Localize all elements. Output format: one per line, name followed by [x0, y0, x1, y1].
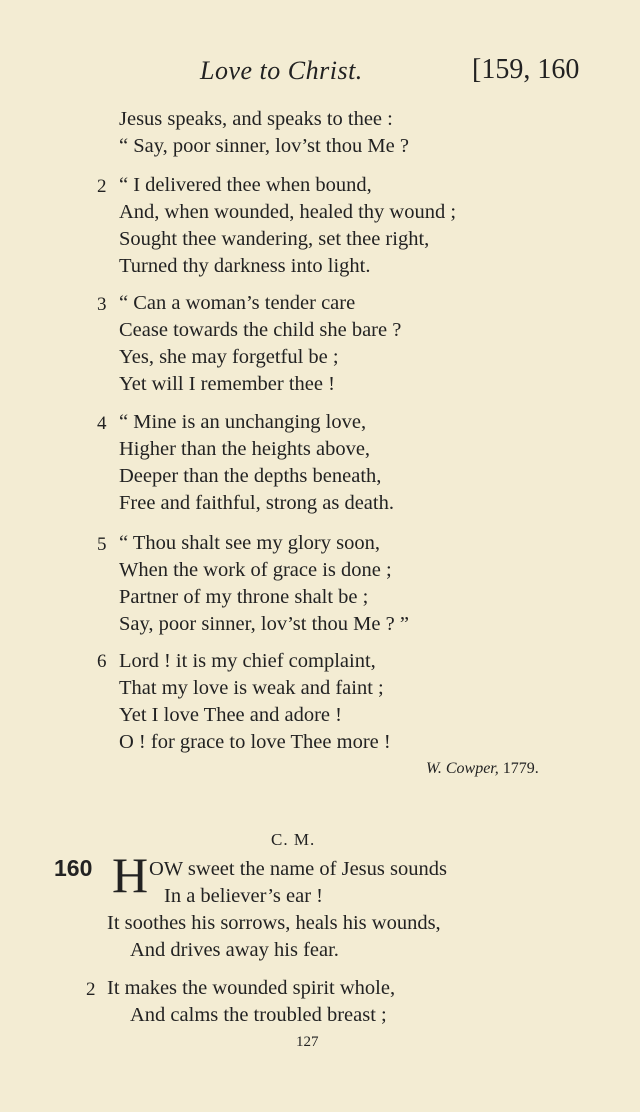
- verse-line: When the work of grace is done ;: [119, 559, 392, 581]
- verse-line: OW sweet the name of Jesus sounds: [149, 858, 447, 880]
- page-number: 127: [296, 1034, 319, 1050]
- verse-line: “ Mine is an unchanging love,: [119, 411, 367, 433]
- verse-line: “ Say, poor sinner, lov’st thou Me ?: [119, 135, 409, 157]
- verse-line: Sought thee wandering, set thee right,: [119, 228, 430, 250]
- verse-line: It makes the wounded spirit whole,: [107, 977, 396, 999]
- verse-line: Jesus speaks, and speaks to thee :: [119, 108, 393, 130]
- running-title: Love to Christ.: [200, 56, 363, 85]
- hymn-number: 160: [54, 855, 93, 881]
- verse-number: 2: [86, 979, 96, 1000]
- verse-line: Yes, she may forgetful be ;: [119, 346, 339, 368]
- verse-line: “ I delivered thee when bound,: [119, 174, 372, 196]
- verse-line: It soothes his sorrows, heals his wounds,: [107, 912, 441, 934]
- verse-line: Free and faithful, strong as death.: [119, 492, 394, 514]
- meter-label: C. M.: [271, 830, 316, 849]
- verse-line: Deeper than the depths beneath,: [119, 465, 382, 487]
- verse-line: Cease towards the child she bare ?: [119, 319, 402, 341]
- verse-line: Yet I love Thee and adore !: [119, 704, 342, 726]
- verse-line: And drives away his fear.: [130, 939, 339, 961]
- verse-line: Yet will I remember thee !: [119, 373, 335, 395]
- running-hymn-numbers: [159, 160: [472, 54, 580, 85]
- author-attribution: [426, 760, 539, 778]
- verse-line: “ Thou shalt see my glory soon,: [119, 532, 380, 554]
- verse-line: “ Can a woman’s tender care: [119, 292, 356, 314]
- author-year: 1779.: [502, 760, 539, 777]
- verse-line: Lord ! it is my chief complaint,: [119, 650, 376, 672]
- verse-line: And, when wounded, healed thy wound ;: [119, 201, 457, 223]
- verse-line: O ! for grace to love Thee more !: [119, 731, 391, 753]
- verse-line: In a believer’s ear !: [164, 885, 323, 907]
- verse-line: And calms the troubled breast ;: [130, 1004, 387, 1026]
- verse-number: 2: [97, 176, 107, 197]
- verse-number: 4: [97, 413, 107, 434]
- verse-line: Say, poor sinner, lov’st thou Me ? ”: [119, 613, 409, 635]
- author-name: W. Cowper,: [426, 760, 499, 777]
- verse-line: Higher than the heights above,: [119, 438, 371, 460]
- verse-line: That my love is weak and faint ;: [119, 677, 384, 699]
- verse-line: Partner of my throne shalt be ;: [119, 586, 369, 608]
- verse-number: 6: [97, 651, 107, 672]
- verse-number: 3: [97, 294, 107, 315]
- verse-number: 5: [97, 534, 107, 555]
- verse-line: Turned thy darkness into light.: [119, 255, 371, 277]
- drop-cap: H: [112, 847, 149, 903]
